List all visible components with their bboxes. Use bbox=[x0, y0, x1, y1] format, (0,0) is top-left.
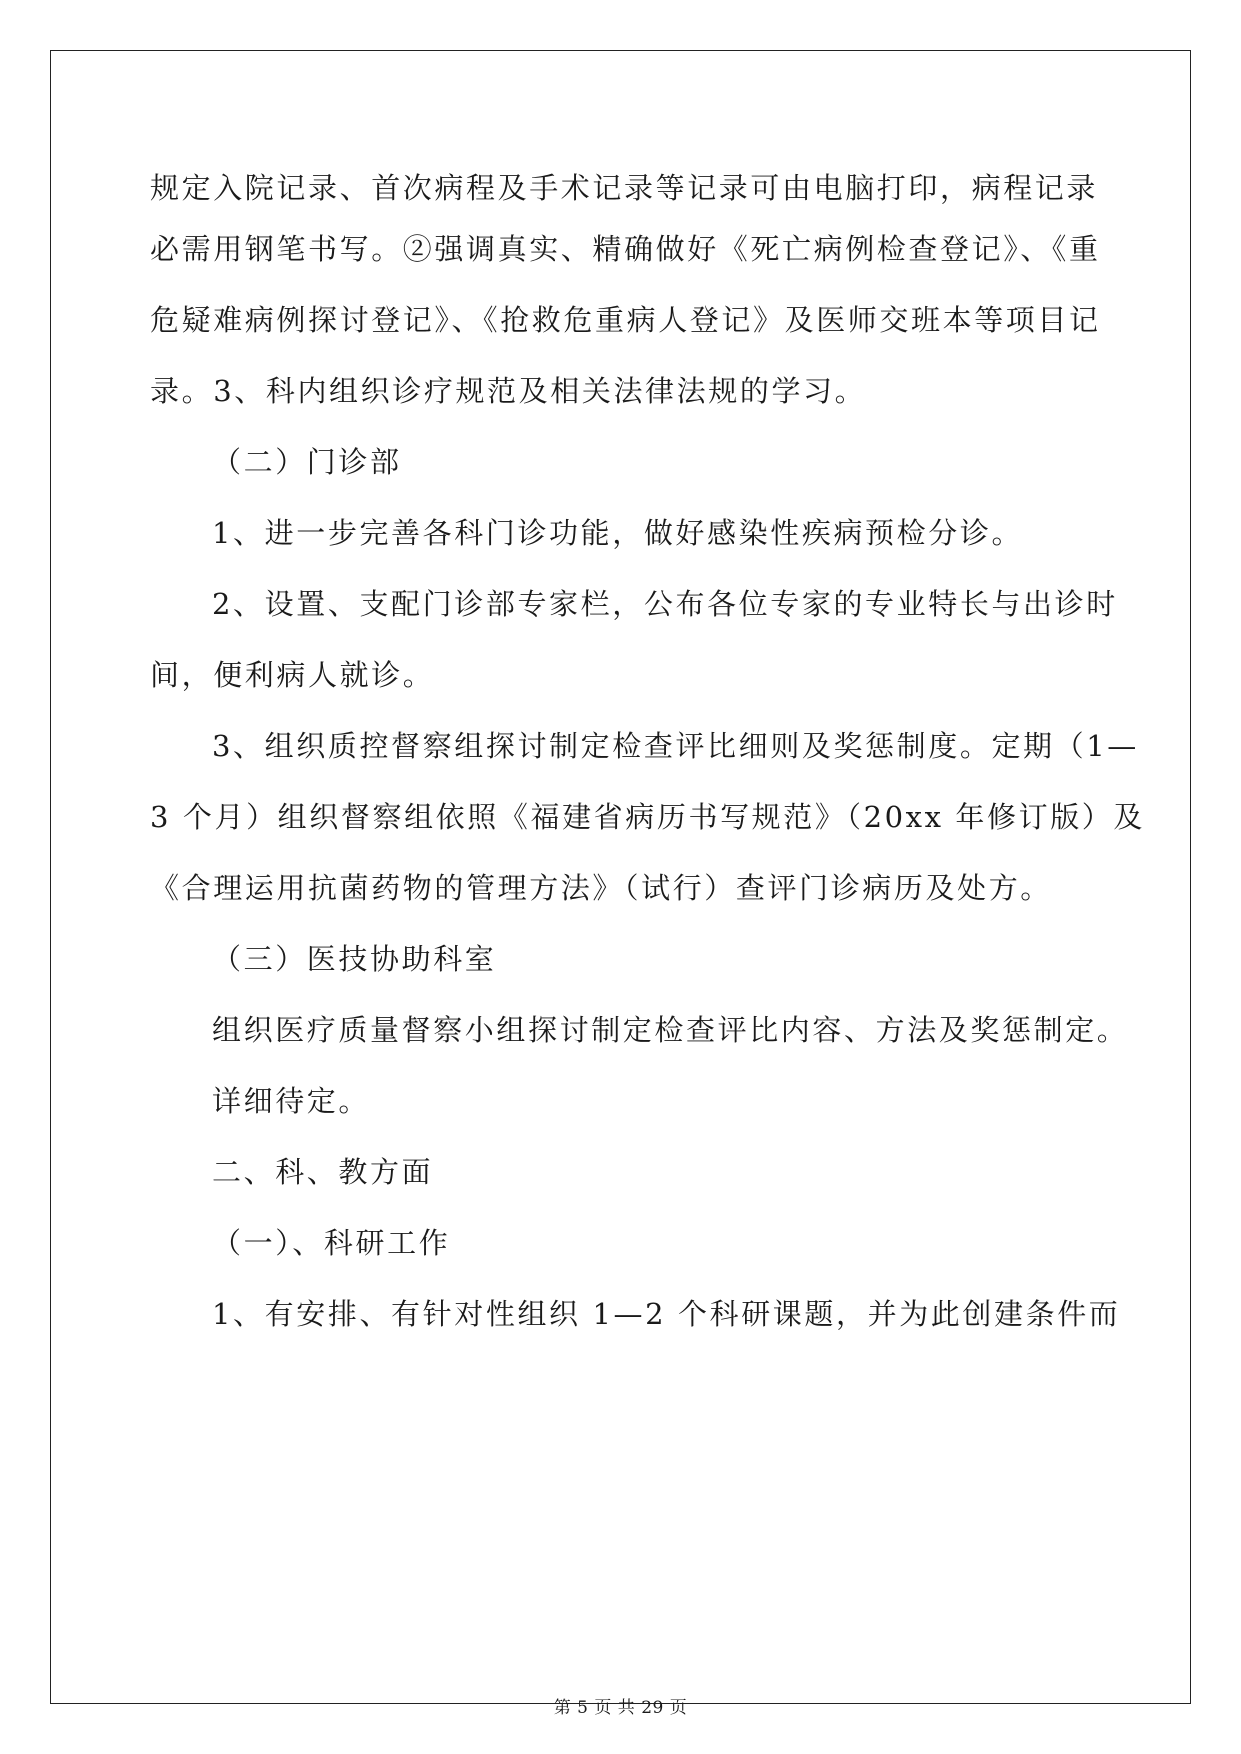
text-line: 《合理运用抗菌药物的管理方法》（试行）查评门诊病历及处方。 bbox=[150, 871, 1052, 905]
section-heading: （一）、科研工作 bbox=[212, 1226, 451, 1260]
section-heading: 二、科、教方面 bbox=[212, 1155, 434, 1189]
text-line: 2、设置、支配门诊部专家栏，公布各位专家的专业特长与出诊时 bbox=[212, 587, 1118, 621]
text-line: 组织医疗质量督察小组探讨制定检查评比内容、方法及奖惩制定。 bbox=[212, 1013, 1129, 1047]
text-line: 3、组织质控督察组探讨制定检查评比细则及奖惩制度。定期（1— bbox=[212, 729, 1139, 763]
text-line: 1、有安排、有针对性组织 1—2 个科研课题，并为此创建条件而 bbox=[212, 1297, 1121, 1331]
text-line: 危疑难病例探讨登记》、《抢救危重病人登记》及医师交班本等项目记 bbox=[150, 303, 1101, 337]
text-line: 必需用钢笔书写。②强调真实、精确做好《死亡病例检查登记》、《重 bbox=[150, 232, 1101, 266]
text-line: 1、进一步完善各科门诊功能，做好感染性疾病预检分诊。 bbox=[212, 516, 1024, 550]
text-line: 间，便利病人就诊。 bbox=[150, 658, 435, 692]
page-number: 第 5 页 共 29 页 bbox=[553, 1698, 688, 1718]
section-heading: （二）门诊部 bbox=[212, 445, 402, 479]
text-line: 3 个月）组织督察组依照《福建省病历书写规范》（20xx 年修订版）及 bbox=[150, 800, 1145, 834]
text-line: 录。3、科内组织诊疗规范及相关法律法规的学习。 bbox=[150, 374, 867, 408]
text-line: 规定入院记录、首次病程及手术记录等记录可由电脑打印，病程记录 bbox=[150, 171, 1099, 205]
text-line: 详细待定。 bbox=[212, 1084, 371, 1118]
section-heading: （三）医技协助科室 bbox=[212, 942, 497, 976]
